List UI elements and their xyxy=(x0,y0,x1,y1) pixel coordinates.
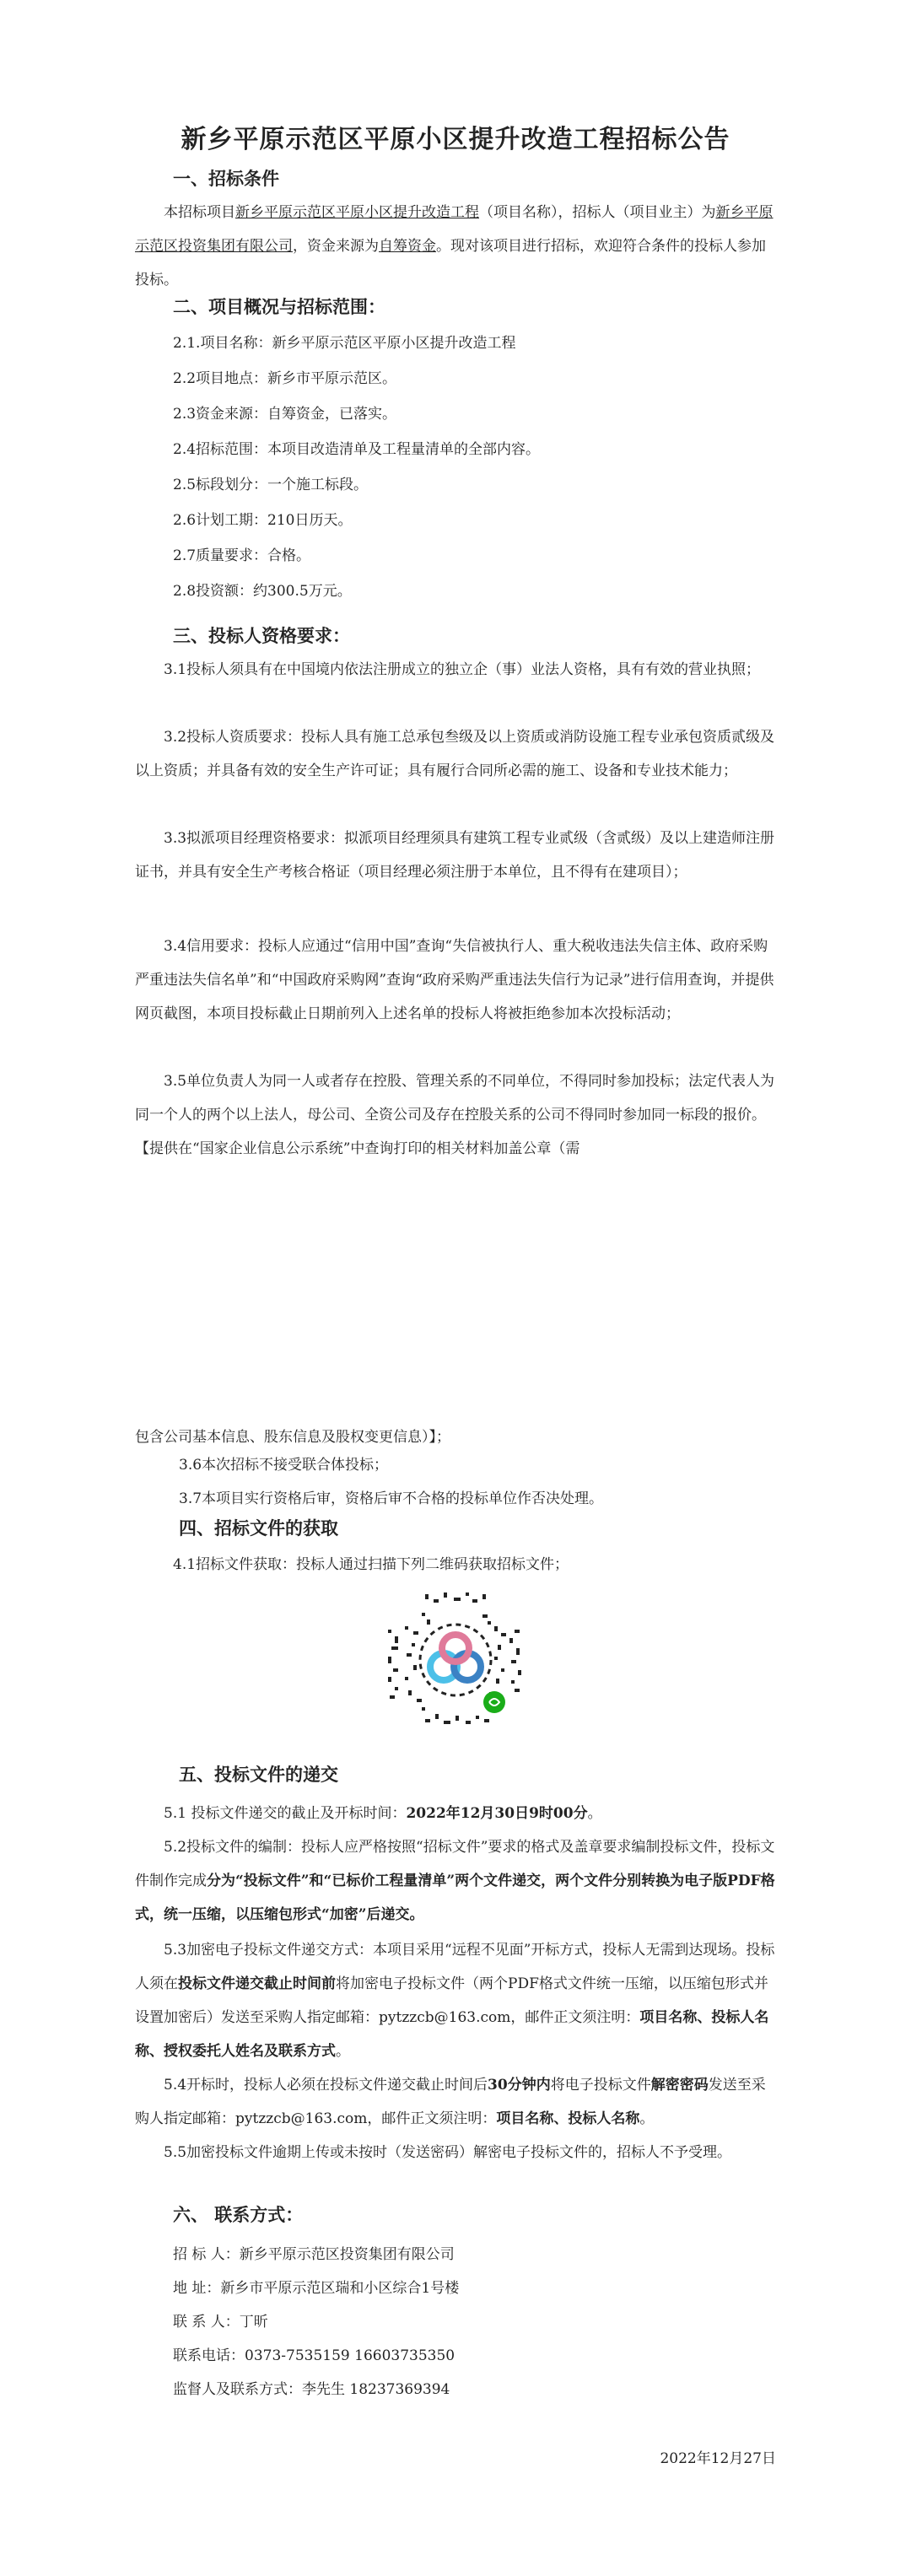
list-item: 2.8投资额：约300.5万元。 xyxy=(173,583,352,600)
qr-code-icon[interactable] xyxy=(388,1592,523,1727)
paragraph-3-7: 3.7本项目实行资格后审，资格后审不合格的投标单位作否决处理。 xyxy=(179,1490,604,1507)
paragraph-3-6: 3.6本次招标不接受联合体投标； xyxy=(179,1457,389,1474)
paragraph-4-1: 4.1招标文件获取：投标人通过扫描下列二维码获取招标文件； xyxy=(173,1556,569,1573)
contact-tenderer: 招 标 人：新乡平原示范区投资集团有限公司 xyxy=(173,2246,455,2263)
page-title: 新乡平原示范区平原小区提升改造工程招标公告 xyxy=(181,125,730,154)
deadline-time: 2022年12月30日9时00分 xyxy=(406,1805,588,1822)
section-1-heading: 一、招标条件 xyxy=(173,168,279,189)
contact-supervisor: 监督人及联系方式：李先生 18237369394 xyxy=(173,2381,450,2398)
paragraph-5-5: 5.5加密投标文件逾期上传或未按时（发送密码）解密电子投标文件的，招标人不予受理。 xyxy=(164,2144,732,2161)
section-3-heading: 三、投标人资格要求： xyxy=(173,625,350,646)
paragraph-5-2: 5.2投标文件的编制：投标人应严格按照“招标文件”要求的格式及盖章要求编制投标文件，投标文件制作完成分为“投标文件”和“已标价工程量清单”两个文件递交，两个文件分别转换为电子版PDF格式，统一压缩，以压缩包形式“加密”后递交。 xyxy=(135,1839,775,1923)
contact-address: 地 址：新乡市平原示范区瑞和小区综合1号楼 xyxy=(173,2280,460,2297)
list-item: 2.4招标范围：本项目改造清单及工程量清单的全部内容。 xyxy=(173,441,541,458)
section-4-heading: 四、招标文件的获取 xyxy=(179,1517,338,1539)
list-item: 2.7质量要求：合格。 xyxy=(173,547,311,564)
paragraph-3-3: 3.3拟派项目经理资格要求：拟派项目经理须具有建筑工程专业贰级（含贰级）及以上建造师注册证书，并具有安全生产考核合格证（项目经理必须注册于本单位，且不得有在建项目）； xyxy=(135,830,775,881)
section-6-heading: 六、 联系方式： xyxy=(173,2204,304,2225)
project-name: 新乡平原示范区平原小区提升改造工程 xyxy=(235,204,479,221)
paragraph-3-1: 3.1投标人须具有在中国境内依法注册成立的独立企（事）业法人资格，具有有效的营业执照； xyxy=(164,661,761,678)
paragraph-3-5: 3.5单位负责人为同一人或者存在控股、管理关系的不同单位，不得同时参加投标；法定代表人为同一个人的两个以上法人，母公司、全资公司及存在控股关系的公司不得同时参加同一标段的报价。【提供在“国家企业信息公示系统”中查询打印的相关材料加盖公章（需 xyxy=(135,1073,775,1157)
section-2-heading: 二、项目概况与招标范围： xyxy=(173,296,385,317)
list-item: 2.2项目地点：新乡市平原示范区。 xyxy=(173,370,397,387)
contact-phone: 联系电话：0373-7535159 16603735350 xyxy=(173,2347,456,2364)
list-item: 2.3资金来源：自筹资金，已落实。 xyxy=(173,406,397,423)
paragraph-3-5-continued: 包含公司基本信息、股东信息及股权变更信息）】； xyxy=(135,1429,450,1446)
section-5-heading: 五、投标文件的递交 xyxy=(179,1764,338,1785)
owner-name: 新乡平原示范区投资集团有限公司 xyxy=(135,204,774,255)
list-item: 2.5标段划分：一个施工标段。 xyxy=(173,477,369,493)
paragraph-5-4: 5.4开标时，投标人必须在投标文件递交截止时间后30分钟内将电子投标文件解密密码发送至采购人指定邮箱：pytzzcb@163.com，邮件正文须注明：项目名称、投标人名称。 xyxy=(135,2077,766,2127)
paragraph-3-4: 3.4信用要求：投标人应通过“信用中国”查询“失信被执行人、重大税收违法失信主体、政府采购严重违法失信名单”和“中国政府采购网”查询“政府采购严重违法失信行为记录”进行信用查询，并提供网页截图，本项目投标截止日期前列入上述名单的投标人将被拒绝参加本次投标活动； xyxy=(135,938,774,1022)
paragraph-5-1: 5.1 投标文件递交的截止及开标时间：2022年12月30日9时00分。 xyxy=(164,1805,602,1822)
announcement-date: 2022年12月27日 xyxy=(660,2450,776,2467)
list-item: 2.6计划工期：210日历天。 xyxy=(173,512,353,529)
list-item: 2.1.项目名称：新乡平原示范区平原小区提升改造工程 xyxy=(173,335,516,352)
paragraph-3-2: 3.2投标人资质要求：投标人具有施工总承包叁级及以上资质或消防设施工程专业承包资质贰级及以上资质；并具备有效的安全生产许可证；具有履行合同所必需的施工、设备和专业技术能力； xyxy=(135,729,775,779)
fund-source: 自筹资金 xyxy=(379,238,436,255)
section-1-paragraph: 本招标项目新乡平原示范区平原小区提升改造工程（项目名称），招标人（项目业主）为新乡平原示范区投资集团有限公司，资金来源为自筹资金。现对该项目进行招标，欢迎符合条件的投标人参加投标。 xyxy=(135,204,774,288)
contact-person: 联 系 人：丁昕 xyxy=(173,2314,268,2331)
paragraph-5-3: 5.3加密电子投标文件递交方式：本项目采用“远程不见面”开标方式，投标人无需到达现场。投标人须在投标文件递交截止时间前将加密电子投标文件（两个PDF格式文件统一压缩，以压缩包形式并设置加密后）发送至采购人指定邮箱：pytzzcb@163.com，邮件正文须注明：项目名称、投标人名称、授权委托人姓名及联系方式。 xyxy=(135,1942,775,2060)
